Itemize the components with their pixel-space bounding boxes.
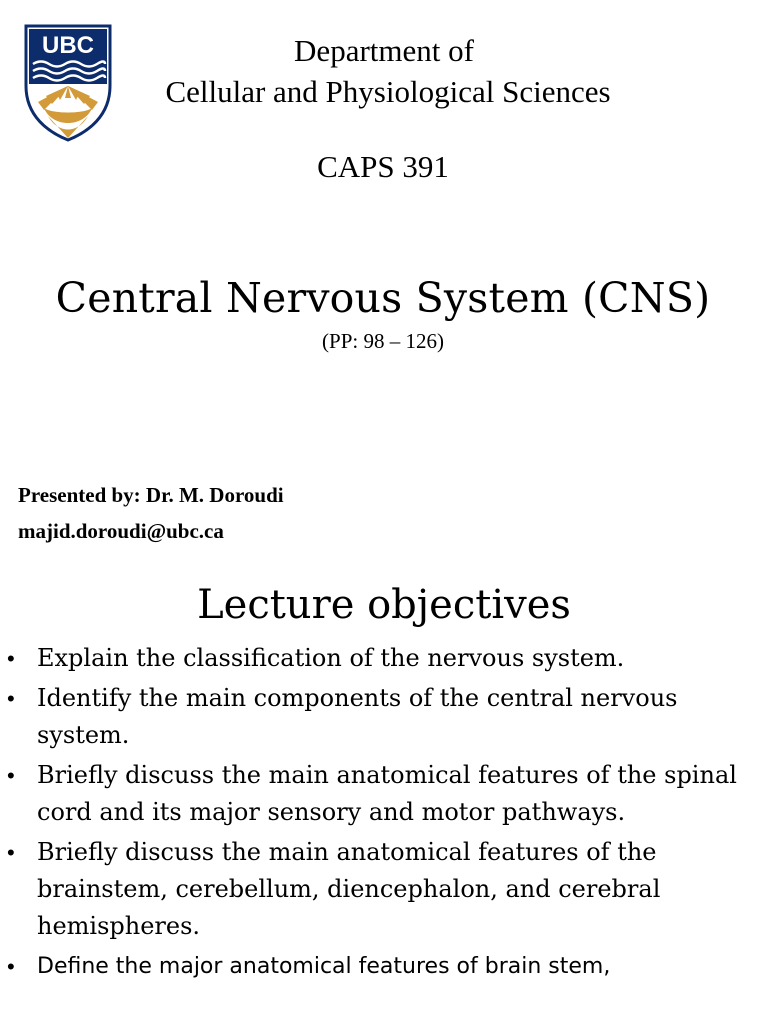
- objectives-title: Lecture objectives: [197, 582, 571, 628]
- department-line-1: Department of: [294, 33, 474, 68]
- department-line-2: Cellular and Physiological Sciences: [165, 74, 611, 109]
- bullet-icon: •: [7, 954, 15, 979]
- bullet-icon: •: [7, 646, 15, 671]
- slide-title: Central Nervous System (CNS): [55, 274, 711, 322]
- presenter-email: majid.doroudi@ubc.ca: [18, 519, 224, 543]
- list-item: [0, 948, 768, 985]
- bullet-icon: •: [7, 840, 15, 865]
- objective-text: Identify the main components of the central nervous system.: [37, 684, 678, 749]
- objectives-list: [0, 640, 768, 988]
- objective-text: Explain the classification of the nervous system.: [37, 644, 625, 672]
- list-item: [0, 680, 768, 754]
- ubc-logo: [24, 24, 112, 142]
- bullet-icon: •: [7, 686, 15, 711]
- list-item: [0, 640, 768, 677]
- page-range: (PP: 98 – 126): [322, 329, 444, 353]
- presenter-name: Presented by: Dr. M. Doroudi: [18, 483, 284, 507]
- course-code: CAPS 391: [317, 149, 449, 184]
- logo-text: UBC: [42, 32, 94, 59]
- objective-text: Briefly discuss the main anatomical features of the spinal cord and its major sensory and motor pathways.: [37, 761, 737, 826]
- objective-text: Briefly discuss the main anatomical features of the brainstem, cerebellum, diencephalon, and cerebral hemispheres.: [37, 838, 661, 940]
- objective-text: Define the major anatomical features of brain stem,: [37, 954, 611, 979]
- bullet-icon: •: [7, 763, 15, 788]
- list-item: [0, 757, 768, 831]
- list-item: [0, 834, 768, 945]
